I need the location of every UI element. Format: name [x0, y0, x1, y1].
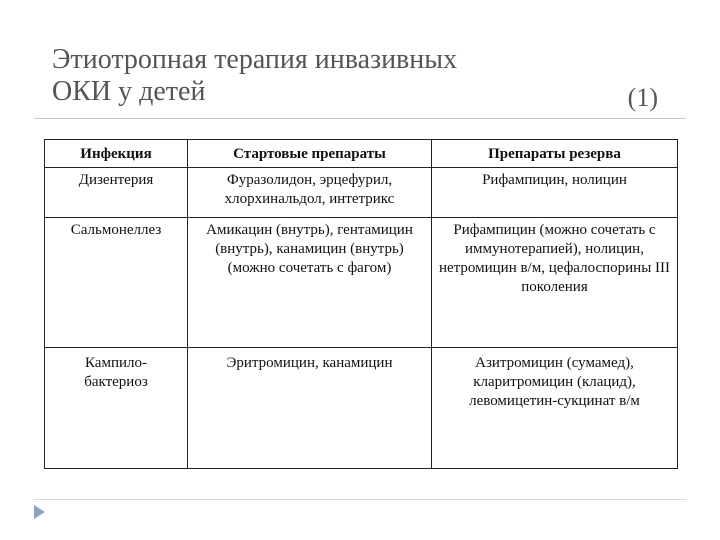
- table-row: [45, 348, 678, 469]
- cell-reserve-drugs: Азитромицин (сумамед), кларитромицин (клацид), левомицетин-сукцинат в/м: [432, 348, 678, 469]
- cell-start-drugs: Фуразолидон, эрцефурил, хлорхинальдол, интетрикс: [188, 168, 432, 218]
- cell-infection: Дизентерия: [45, 168, 188, 218]
- header-infection: Инфекция: [45, 140, 188, 168]
- table-row: [45, 218, 678, 348]
- infection-line-1: Кампило-: [85, 355, 147, 371]
- cell-start-drugs: Амикацин (внутрь), гентамицин (внутрь), канамицин (внутрь) (можно сочетать с фагом): [188, 218, 432, 348]
- cell-infection: [45, 348, 188, 469]
- therapy-table: [44, 139, 678, 469]
- cell-infection: Сальмонеллез: [45, 218, 188, 348]
- cell-reserve-drugs: Рифампицин, нолицин: [432, 168, 678, 218]
- title-divider: [34, 118, 686, 119]
- header-reserve-drugs: Препараты резерва: [432, 140, 678, 168]
- table-header-row: [45, 140, 678, 168]
- bottom-divider: [34, 499, 686, 500]
- header-start-drugs: Стартовые препараты: [188, 140, 432, 168]
- infection-line-2: бактериоз: [84, 374, 148, 390]
- triangle-bullet-icon: [34, 505, 45, 519]
- title-line-2: ОКИ у детей: [52, 76, 206, 107]
- slide-title: [52, 44, 662, 112]
- cell-reserve-drugs: Рифампицин (можно сочетать с иммунотерапией), нолицин, нетромицин в/м, цефалоспорины III поколения: [432, 218, 678, 348]
- slide-number: (1): [627, 83, 658, 112]
- cell-start-drugs: Эритромицин, канамицин: [188, 348, 432, 469]
- title-line-1: Этиотропная терапия инвазивных: [52, 44, 458, 75]
- table-row: [45, 168, 678, 218]
